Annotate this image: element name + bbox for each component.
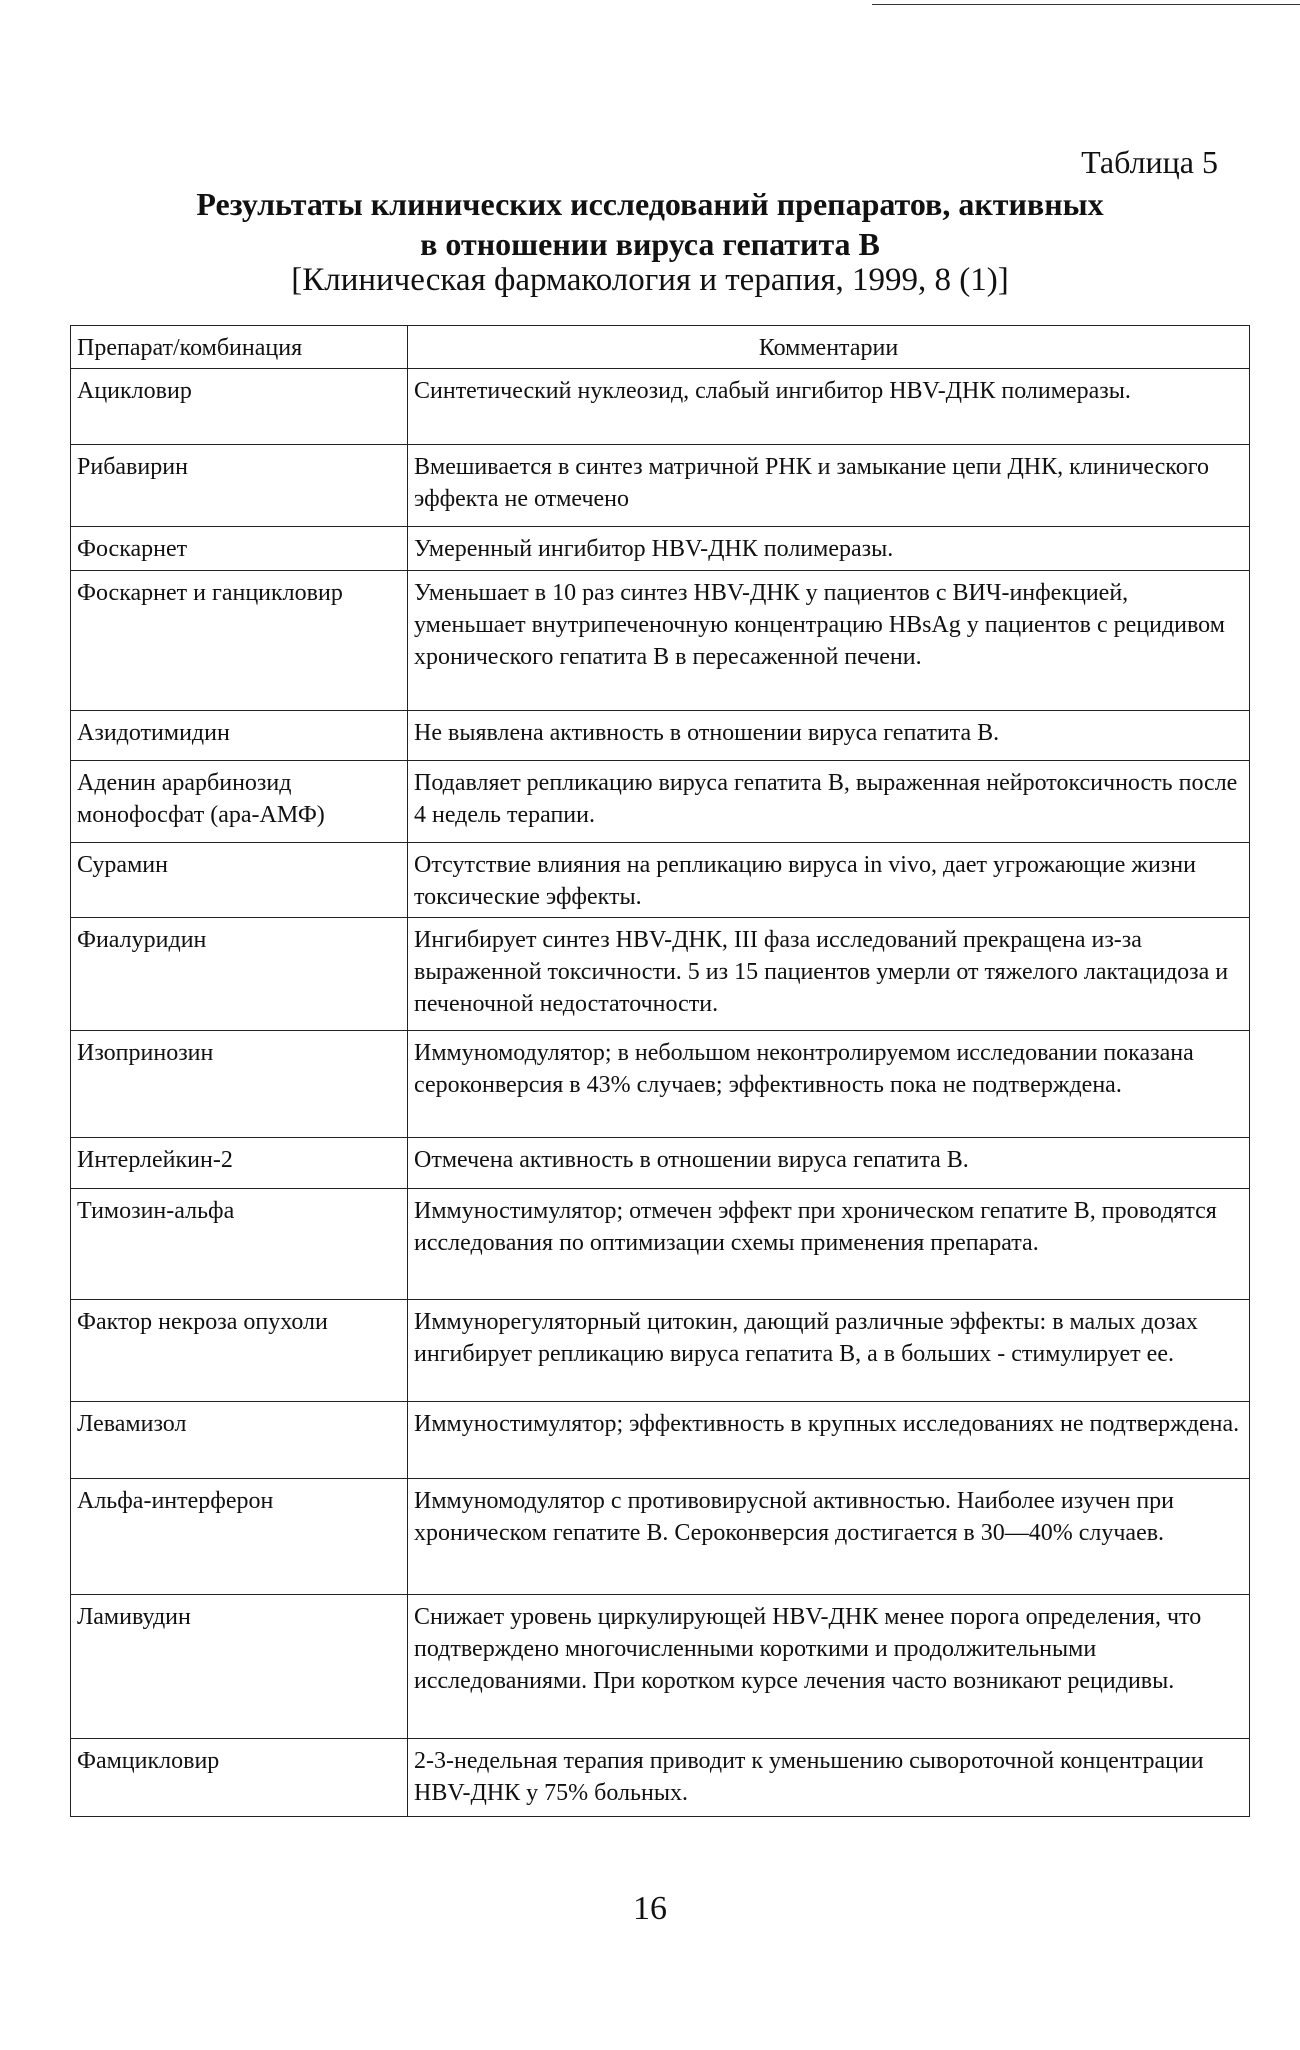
drug-cell: Сурамин [71,843,408,918]
table-row [71,918,1250,1031]
drug-cell: Интерлейкин-2 [71,1138,408,1189]
table-row [71,1031,1250,1138]
drug-cell: Азидотимидин [71,711,408,761]
comment-cell: Синтетический нуклеозид, слабый ингибитор HBV-ДНК полимеразы. [408,369,1250,445]
comment-cell: Вмешивается в синтез матричной РНК и замыкание цепи ДНК, клинического эффекта не отмечено [408,445,1250,527]
drug-cell: Фиалуридин [71,918,408,1031]
table-row [71,527,1250,571]
drug-cell: Левамизол [71,1402,408,1479]
comment-cell: Снижает уровень циркулирующей HBV-ДНК менее порога определения, что подтверждено многочисленными короткими и продолжительными исследованиями. При коротком курсе лечения часто возникают рецидивы. [408,1595,1250,1739]
table-row [71,369,1250,445]
table-row [71,843,1250,918]
top-rule [872,4,1300,5]
title-line-1: Результаты клинических исследований препаратов, активных [196,186,1104,222]
table-title [0,184,1300,264]
drug-cell: Фоскарнет и ганцикловир [71,571,408,711]
table-header-row [71,326,1250,369]
drug-cell: Фактор некроза опухоли [71,1300,408,1402]
table-row [71,711,1250,761]
table-row [71,761,1250,843]
comment-cell: Иммуностимулятор; эффективность в крупных исследованиях не подтверждена. [408,1402,1250,1479]
table-row [71,1479,1250,1595]
column-header-drug: Препарат/комбинация [71,326,408,369]
drug-table [70,325,1250,1817]
comment-cell: Не выявлена активность в отношении вируса гепатита В. [408,711,1250,761]
drug-cell: Фамцикловир [71,1739,408,1817]
title-line-2: в отношении вируса гепатита В [420,226,880,262]
table-number: Таблица 5 [1081,144,1218,180]
table-row [71,1300,1250,1402]
table-row [71,445,1250,527]
comment-cell: Иммуномодулятор с противовирусной активностью. Наиболее изучен при хроническом гепатите В. Сероконверсия достигается в 30—40% случаев. [408,1479,1250,1595]
comment-cell: Иммуностимулятор; отмечен эффект при хроническом гепатите В, проводятся исследования по оптимизации схемы применения препарата. [408,1189,1250,1300]
drug-cell: Альфа-интерферон [71,1479,408,1595]
comment-cell: Подавляет репликацию вируса гепатита В, выраженная нейротоксичность после 4 недель терапии. [408,761,1250,843]
comment-cell: Отсутствие влияния на репликацию вируса in vivo, дает угрожающие жизни токсические эффекты. [408,843,1250,918]
comment-cell: Иммунорегуляторный цитокин, дающий различные эффекты: в малых дозах ингибирует репликацию вируса гепатита В, а в больших - стимулирует ее. [408,1300,1250,1402]
drug-cell: Фоскарнет [71,527,408,571]
drug-cell: Аденин арарбинозид монофосфат (ара-АМФ) [71,761,408,843]
drug-cell: Ацикловир [71,369,408,445]
comment-cell: Ингибирует синтез HBV-ДНК, III фаза исследований прекращена из-за выраженной токсичности. 5 из 15 пациентов умерли от тяжелого лактацидоза и печеночной недостаточности. [408,918,1250,1031]
comment-cell: 2-3-недельная терапия приводит к уменьшению сывороточной концентрации HBV-ДНК у 75% больных. [408,1739,1250,1817]
table-row [71,1402,1250,1479]
table-row [71,1189,1250,1300]
comment-cell: Уменьшает в 10 раз синтез HBV-ДНК у пациентов с ВИЧ-инфекцией, уменьшает внутрипеченочную концентрацию HBsAg у пациентов с рецидивом хронического гепатита В в пересаженной печени. [408,571,1250,711]
drug-cell: Ламивудин [71,1595,408,1739]
table-row [71,1739,1250,1817]
drug-cell: Рибавирин [71,445,408,527]
comment-cell: Иммуномодулятор; в небольшом неконтролируемом исследовании показана сероконверсия в 43% случаев; эффективность пока не подтверждена. [408,1031,1250,1138]
page-number: 16 [633,1890,667,1927]
drug-cell: Тимозин-альфа [71,1189,408,1300]
source-citation: [Клиническая фармакология и терапия, 1999, 8 (1)] [291,262,1009,298]
table-row [71,571,1250,711]
table-row [71,1138,1250,1189]
table-row [71,1595,1250,1739]
drug-cell: Изопринозин [71,1031,408,1138]
column-header-comment: Комментарии [408,326,1250,369]
comment-cell: Отмечена активность в отношении вируса гепатита В. [408,1138,1250,1189]
comment-cell: Умеренный ингибитор HBV-ДНК полимеразы. [408,527,1250,571]
